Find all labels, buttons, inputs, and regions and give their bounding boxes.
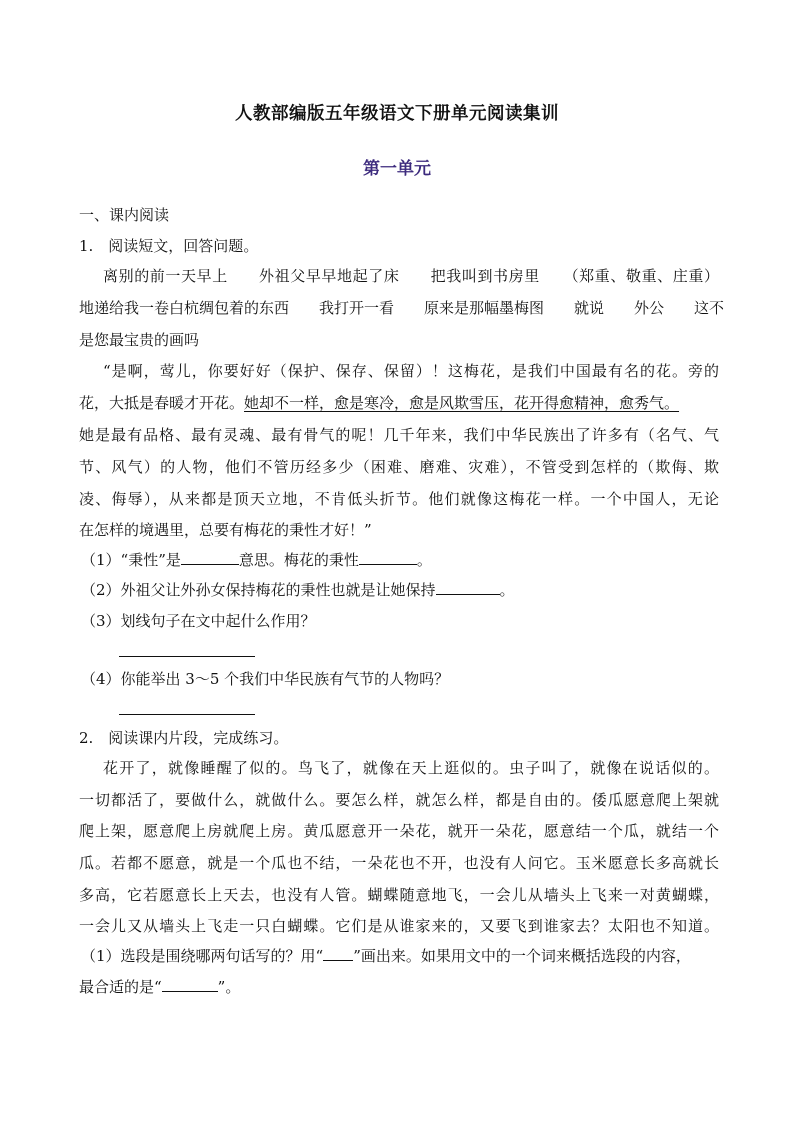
sub-question-text: 意思。梅花的秉性 bbox=[238, 551, 359, 569]
answer-blank[interactable] bbox=[359, 550, 417, 565]
sub-question-text: （2）外祖父让外孙女保持梅花的秉性也就是让她保持 bbox=[81, 581, 436, 599]
sub-question-3: （3）划线句子在文中起什么作用？ bbox=[81, 612, 316, 630]
answer-blank[interactable] bbox=[323, 946, 353, 961]
sub-question-text: （1）选段是围绕哪两句话写的？用“ bbox=[81, 947, 324, 965]
passage-1-line: 是您最宝贵的画吗 bbox=[79, 331, 200, 349]
passage-2-line: 爬上架，愿意爬上房就爬上房。黄瓜愿意开一朵花，就开一朵花，愿意结一个瓜，就结一个 bbox=[79, 822, 719, 840]
answer-line[interactable] bbox=[119, 714, 255, 715]
unit-heading: 第一单元 bbox=[363, 159, 431, 179]
sub-question-text: 。 bbox=[499, 581, 515, 599]
passage-2-line: 一会儿又从墙头上飞走一只白蝴蝶。它们是从谁家来的，又要飞到谁家去？太阳也不知道。 bbox=[79, 917, 719, 935]
passage-2-line: 一切都活了，要做什么，就做什么。要怎么样，就怎么样，都是自由的。倭瓜愿意爬上架就 bbox=[79, 791, 719, 809]
passage-text: 花，大抵是春暖才开花。 bbox=[79, 394, 245, 412]
passage-1-line: “是啊，莺儿，你要好好（保护、保存、保留）！这梅花，是我们中国最有名的花。旁的 bbox=[103, 362, 719, 380]
passage-2-line: 多高，它若愿意长上天去，也没有人管。蝴蝶随意地飞，一会儿从墙头上飞来一对黄蝴蝶， bbox=[79, 886, 719, 904]
sub-question-2 bbox=[81, 580, 721, 600]
sub-question-2-1 bbox=[81, 946, 721, 966]
underlined-sentence: 她却不一样，愈是寒冷，愈是风欺雪压，花开得愈精神，愈秀气。 bbox=[244, 394, 680, 412]
passage-1-line: 在怎样的境遇里，总要有梅花的秉性才好！” bbox=[79, 521, 372, 539]
sub-question-text: （1）“秉性”是 bbox=[81, 551, 181, 569]
answer-blank[interactable] bbox=[162, 977, 218, 992]
section-heading: 一、课内阅读 bbox=[79, 206, 170, 224]
passage-1-line: 节、风气）的人物，他们不管历经多少（困难、磨难、灾难），不管受到怎样的（欺侮、欺 bbox=[79, 458, 719, 476]
question-2-prompt: 2. 阅读课内片段，完成练习。 bbox=[79, 729, 289, 747]
document-title: 人教部编版五年级语文下册单元阅读集训 bbox=[235, 104, 559, 124]
passage-1-line: 凌、侮辱），从来都是顶天立地，不肯低头折节。他们就像这梅花一样。一个中国人，无论 bbox=[79, 490, 719, 508]
sub-question-4: （4）你能举出 3～5 个我们中华民族有气节的人物吗？ bbox=[81, 670, 450, 688]
sub-question-text: ”。 bbox=[217, 978, 241, 996]
answer-blank[interactable] bbox=[181, 550, 239, 565]
sub-question-text: ”画出来。如果用文中的一个词来概括选段的内容， bbox=[353, 947, 691, 965]
question-1-prompt: 1. 阅读短文，回答问题。 bbox=[79, 237, 259, 255]
sub-question-1 bbox=[81, 550, 721, 570]
passage-1-line bbox=[79, 393, 719, 413]
passage-1-line: 离别的前一天早上 外祖父早早地起了床 把我叫到书房里 （郑重、敬重、庄重） bbox=[103, 267, 719, 285]
sub-question-text: 最合适的是“ bbox=[79, 978, 162, 996]
passage-1-line: 她是最有品格、最有灵魂、最有骨气的呢！几千年来，我们中华民族出了许多有（名气、气 bbox=[79, 426, 719, 444]
sub-question-2-1-cont bbox=[79, 977, 719, 997]
passage-1-line: 地递给我一卷白杭绸包着的东西 我打开一看 原来是那幅墨梅图 就说 外公 这不 bbox=[79, 299, 725, 317]
sub-question-text: 。 bbox=[416, 551, 432, 569]
passage-2-line: 瓜。若都不愿意，就是一个瓜也不结，一朵花也不开，也没有人问它。玉米愿意长多高就长 bbox=[79, 854, 719, 872]
passage-2-line: 花开了，就像睡醒了似的。鸟飞了，就像在天上逛似的。虫子叫了，就像在说话似的。 bbox=[103, 759, 719, 777]
answer-blank[interactable] bbox=[436, 580, 500, 595]
answer-line[interactable] bbox=[119, 656, 255, 657]
